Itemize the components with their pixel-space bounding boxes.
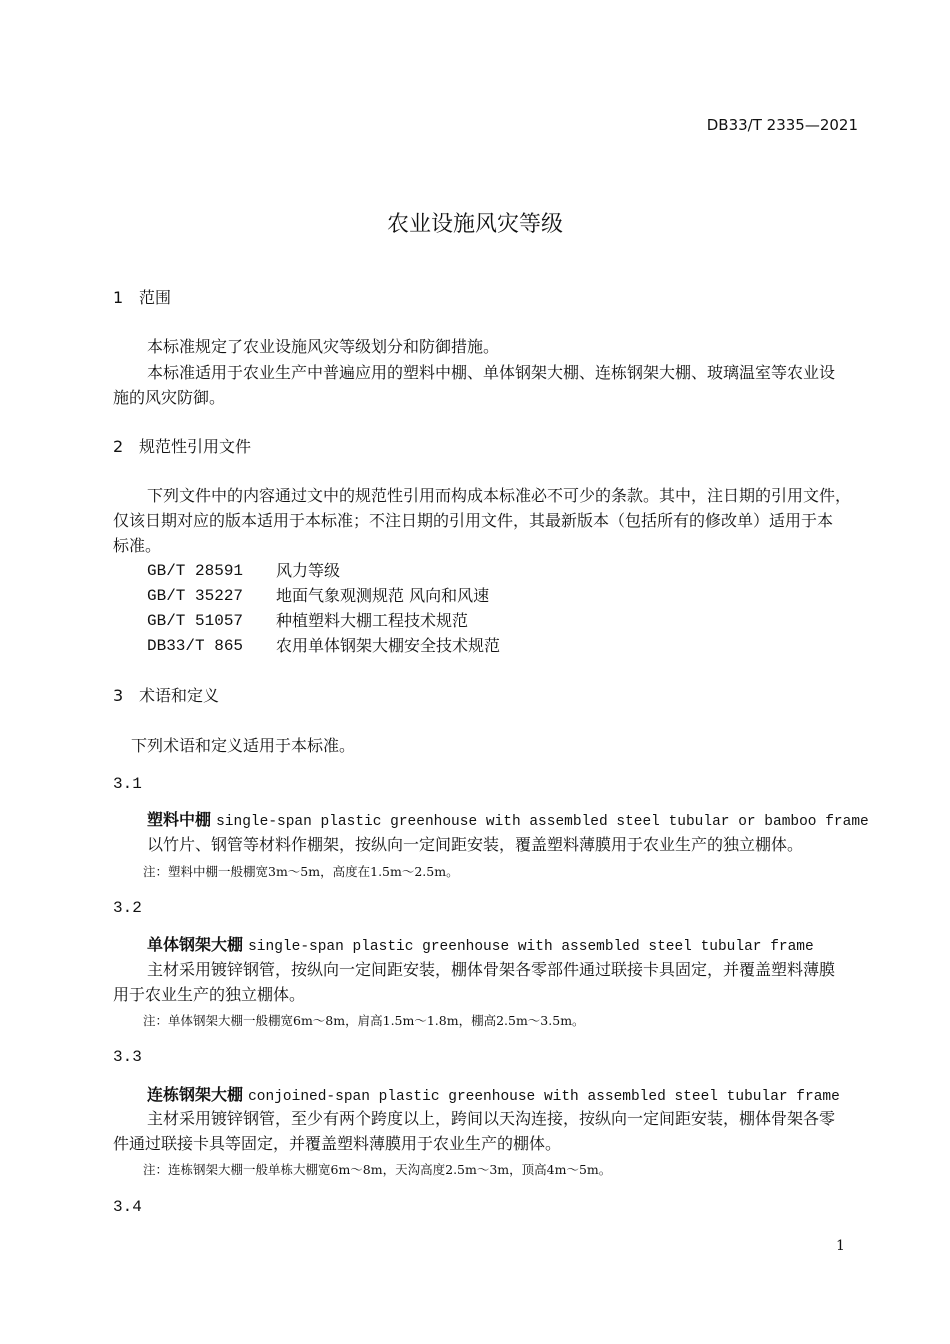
term-en: single-span plastic greenhouse with assembled steel tubular frame [248,939,814,955]
term-definition: 用于农业生产的独立棚体。 [113,985,306,1004]
ref-title: 农用单体钢架大棚安全技术规范 [276,636,501,655]
term-definition: 主材采用镀锌钢管，按纵向一定间距安装，棚体骨架各零部件通过联接卡具固定，并覆盖塑料薄膜 [147,960,836,979]
term-zh: 连栋钢架大棚 [147,1085,244,1104]
term-number: 3.4 [113,1198,142,1216]
section-3-num: 3 [113,686,124,705]
ref-title: 种植塑料大棚工程技术规范 [276,611,469,630]
term-zh: 塑料中棚 [147,810,212,829]
term-definition: 主材采用镀锌钢管，至少有两个跨度以上，跨间以天沟连接，按纵向一定间距安装，棚体骨架各零 [147,1109,836,1128]
s2-paragraph: 下列文件中的内容通过文中的规范性引用而构成本标准必不可少的条款。其中，注日期的引用文件， [147,486,852,505]
term-number: 3.2 [113,899,142,917]
s3-intro: 下列术语和定义适用于本标准。 [131,736,356,755]
section-1-heading: 范围 [139,288,172,307]
s2-paragraph: 标准。 [113,536,162,555]
section-2-num: 2 [113,437,124,456]
ref-title: 地面气象观测规范 风向和风速 [276,586,490,605]
term-definition: 以竹片、钢管等材料作棚架，按纵向一定间距安装，覆盖塑料薄膜用于农业生产的独立棚体。 [147,835,804,854]
term-note: 注：单体钢架大棚一般棚宽6m～8m，肩高1.5m～1.8m，棚高2.5m～3.5m。 [143,1013,585,1028]
s1-paragraph: 本标准规定了农业设施风灾等级划分和防御措施。 [147,337,500,356]
page-title: 农业设施风灾等级 [386,212,563,237]
term-zh: 单体钢架大棚 [147,935,244,954]
ref-title: 风力等级 [276,561,341,580]
term-note: 注：连栋钢架大棚一般单栋大棚宽6m～8m，天沟高度2.5m～3m，顶高4m～5m。 [143,1162,612,1177]
term-note: 注：塑料中棚一般棚宽3m～5m，高度在1.5m～2.5m。 [143,864,459,879]
term-number: 3.1 [113,775,142,793]
doc-code: DB33/T 2335—2021 [706,116,858,134]
s1-paragraph: 施的风灾防御。 [113,388,226,407]
section-1-num: 1 [113,288,124,307]
term-definition: 件通过联接卡具等固定，并覆盖塑料薄膜用于农业生产的棚体。 [113,1134,562,1153]
term-heading [147,935,814,957]
term-en: single-span plastic greenhouse with assembled steel tubular or bamboo frame [216,814,869,830]
term-heading [147,1085,840,1107]
ref-code: GB/T 51057 [147,612,244,630]
term-heading [147,810,869,832]
term-en: conjoined-span plastic greenhouse with assembled steel tubular frame [248,1089,840,1105]
ref-code: GB/T 35227 [147,587,244,605]
section-3-heading: 术语和定义 [139,686,220,705]
page-number: 1 [836,1238,845,1254]
ref-code: GB/T 28591 [147,562,244,580]
term-number: 3.3 [113,1048,142,1066]
s2-paragraph: 仅该日期对应的版本适用于本标准；不注日期的引用文件，其最新版本（包括所有的修改单）适用于本 [113,511,834,530]
section-2-heading: 规范性引用文件 [139,437,252,456]
ref-code: DB33/T 865 [147,637,244,655]
s1-paragraph: 本标准适用于农业生产中普遍应用的塑料中棚、单体钢架大棚、连栋钢架大棚、玻璃温室等农业设 [147,363,836,382]
